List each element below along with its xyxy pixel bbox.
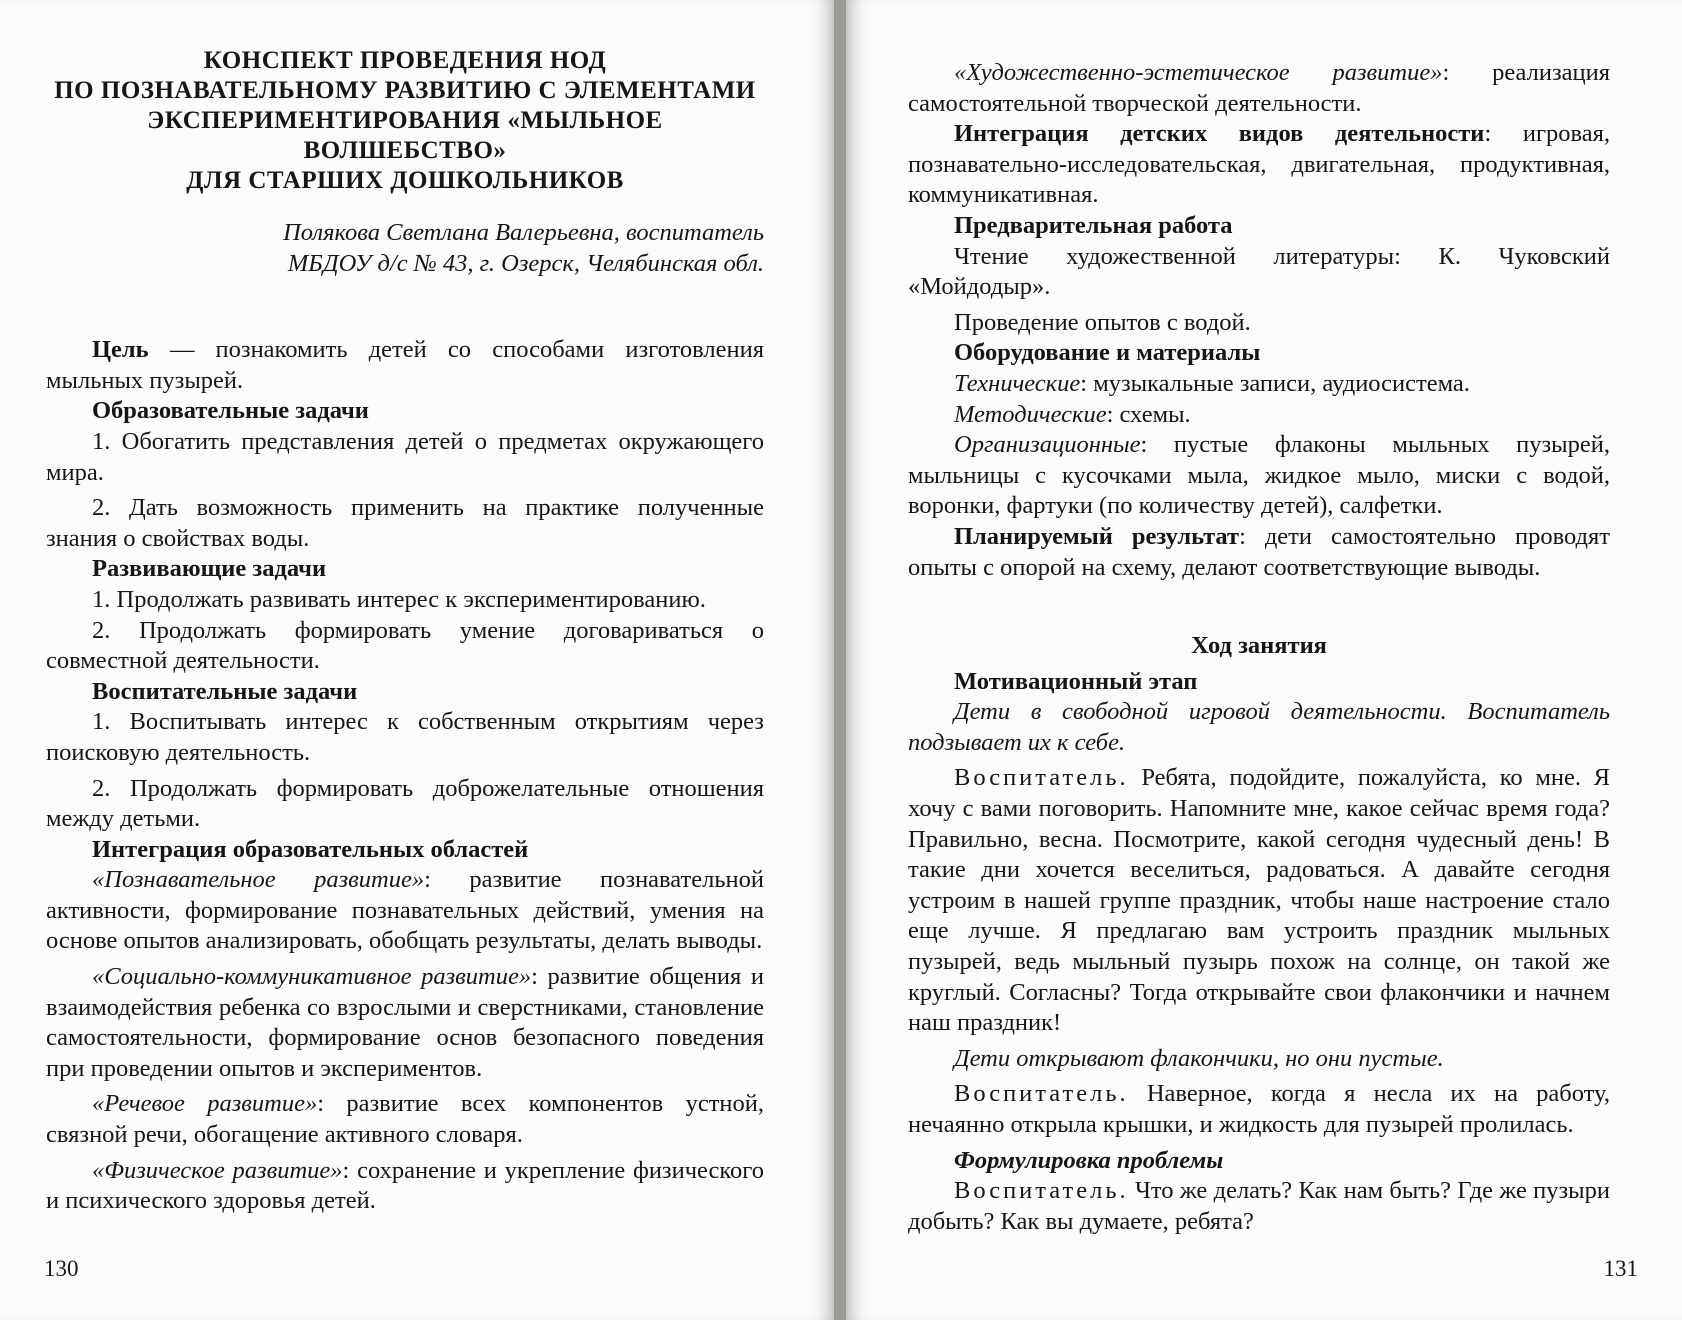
equipment-methodical-label: Методические: [954, 400, 1107, 428]
speech-text: Наверное, когда я несла их на работу, нечаянно открыла крышки, и жидкость для пузырей пролилась.: [908, 1080, 1610, 1138]
edu-tasks-heading: Образовательные задачи: [92, 397, 369, 425]
author-name: Полякова Светлана Валерьевна, воспитатель: [283, 219, 764, 246]
area-social-text: : развитие общения и взаимодействия ребенка со взрослыми и сверстниками, становление самостоятельности, формирование основ безопасного поведения при проведении опытов и экспериментов.: [46, 963, 764, 1082]
equipment-organizational-text: : пустые флаконы мыльных пузырей, мыльницы с кусочками мыла, жидкое мыло, миски с водой, воронки, фартуки (по количеству детей), салфетки.: [908, 431, 1610, 520]
edu-task-1: 1. Обогатить представления детей о предметах окружающего мира.: [46, 427, 764, 486]
area-social-label: «Социально-коммуникативное развитие»: [92, 963, 532, 991]
equipment-organizational-label: Организационные: [954, 431, 1141, 459]
upbringing-tasks-heading: Воспитательные задачи: [92, 677, 358, 705]
page-number: 130: [44, 1256, 79, 1281]
goal-text: — познакомить детей со способами изготовления мыльных пузырей.: [46, 336, 764, 394]
area-physical-text: : сохранение и укрепление физического и психического здоровья детей.: [46, 1156, 764, 1215]
planned-result-text: : дети самостоятельно проводят опыты с опорой на схему, делают соответствующие выводы.: [908, 522, 1610, 581]
speaker-label: Воспитатель.: [954, 1080, 1129, 1108]
dev-task-1: 1. Продолжать развивать интерес к экспериментированию.: [92, 585, 706, 613]
right-column: [908, 58, 1610, 1237]
area-cognitive: [46, 865, 764, 957]
planned-result-label: Планируемый результат: [954, 522, 1240, 550]
problem-heading: Формулировка проблемы: [954, 1146, 1224, 1174]
goal-paragraph: [46, 335, 764, 396]
equipment-methodical: [908, 400, 1610, 431]
teacher-speech-3: [908, 1176, 1610, 1237]
title-line: ДЛЯ СТАРШИХ ДОШКОЛЬНИКОВ: [186, 167, 624, 194]
title-line: ЭКСПЕРИМЕНТИРОВАНИЯ «МЫЛЬНОЕ ВОЛШЕБСТВО»: [147, 107, 663, 164]
preparation-item-2: Проведение опытов с водой.: [954, 308, 1251, 336]
area-art: [908, 58, 1610, 119]
equipment-technical: [908, 369, 1610, 400]
lesson-course-heading: Ход занятия: [1191, 632, 1327, 660]
book-gutter: [834, 0, 846, 1320]
edu-task-2: 2. Дать возможность применить на практике полученные знания о свойствах воды.: [46, 494, 764, 552]
planned-result: [908, 522, 1610, 583]
area-physical: [46, 1156, 764, 1217]
equipment-technical-text: : музыкальные записи, аудиосистема.: [1080, 369, 1470, 397]
area-art-label: «Художественно-эстетическое развитие»: [954, 59, 1443, 86]
left-page: [0, 0, 834, 1320]
area-physical-label: «Физическое развитие»: [92, 1156, 343, 1184]
activities-integration-text: : игровая, познавательно-исследовательская, двигательная, продуктивная, коммуникативная.: [908, 120, 1611, 209]
speech-text: Что же делать? Как нам быть? Где же пузыри добыть? Как вы думаете, ребята?: [908, 1177, 1610, 1235]
title-line: ПО ПОЗНАВАТЕЛЬНОМУ РАЗВИТИЮ С ЭЛЕМЕНТАМИ: [54, 77, 756, 104]
teacher-speech-1: [908, 763, 1610, 1038]
motivation-heading: Мотивационный этап: [954, 667, 1198, 695]
preparation-heading: Предварительная работа: [954, 211, 1233, 239]
activities-integration-label: Интеграция детских видов деятельности: [954, 120, 1485, 148]
area-art-text: : реализация самостоятельной творческой деятельности.: [908, 59, 1610, 117]
preparation-item-1: Чтение художественной литературы: К. Чуковский «Мойдодыр».: [908, 242, 1610, 301]
speech-text: Ребята, подойдите, пожалуйста, ко мне. Я хочу с вами поговорить. Напомните мне, какое сейчас время года? Правильно, весна. Посмотрите, какой сегодня чудесный день! В такие дни хочется веселиться, радоваться. А давайте сегодня устроим в нашей группе праздник, чтобы наше настроение стало еще лучше. Я предлагаю вам устроить праздник мыльных пузырей, ведь мыльный пузырь похож на солнце, он такой же круглый. Согласны? Тогда открывайте свои флакончики и начнем наш праздник!: [908, 764, 1610, 1037]
stage-note: Дети открывают флакончики, но они пустые.: [954, 1044, 1444, 1072]
page-number: 131: [1603, 1256, 1638, 1281]
area-speech-label: «Речевое развитие»: [92, 1090, 318, 1118]
area-cognitive-text: : развитие познавательной активности, формирование познавательных действий, умения на основе опытов анализировать, обобщать результаты, делать выводы.: [46, 866, 764, 955]
teacher-speech-2: [908, 1079, 1610, 1140]
equipment-heading: Оборудование и материалы: [954, 339, 1261, 367]
motivation-note: Дети в свободной игровой деятельности. Воспитатель подзывает их к себе.: [908, 698, 1610, 756]
equipment-technical-label: Технические: [954, 369, 1081, 397]
goal-label: Цель: [92, 336, 149, 364]
upbringing-task-1: 1. Воспитывать интерес к собственным открытиям через поисковую деятельность.: [46, 708, 764, 766]
dev-task-2: 2. Продолжать формировать умение договариваться о совместной деятельности.: [46, 616, 764, 675]
title-line: КОНСПЕКТ ПРОВЕДЕНИЯ НОД: [203, 47, 607, 74]
equipment-methodical-text: : схемы.: [1106, 400, 1191, 428]
author-affiliation: МБДОУ д/с № 43, г. Озерск, Челябинская обл.: [287, 249, 764, 277]
article-title: [46, 46, 764, 196]
dev-tasks-heading: Развивающие задачи: [92, 555, 327, 583]
speaker-label: Воспитатель.: [954, 1177, 1129, 1205]
activities-integration: [908, 119, 1610, 211]
right-page: [846, 0, 1682, 1320]
integration-heading: Интеграция образовательных областей: [92, 835, 529, 863]
area-social: [46, 962, 764, 1084]
upbringing-task-2: 2. Продолжать формировать доброжелательные отношения между детьми.: [46, 774, 764, 833]
area-speech-text: : развитие всех компонентов устной, связной речи, обогащение активного словаря.: [46, 1090, 764, 1149]
left-column: [46, 46, 764, 1217]
area-speech: [46, 1089, 764, 1150]
speaker-label: Воспитатель.: [954, 764, 1129, 792]
equipment-organizational: [908, 430, 1610, 522]
area-cognitive-label: «Познавательное развитие»: [92, 866, 425, 894]
